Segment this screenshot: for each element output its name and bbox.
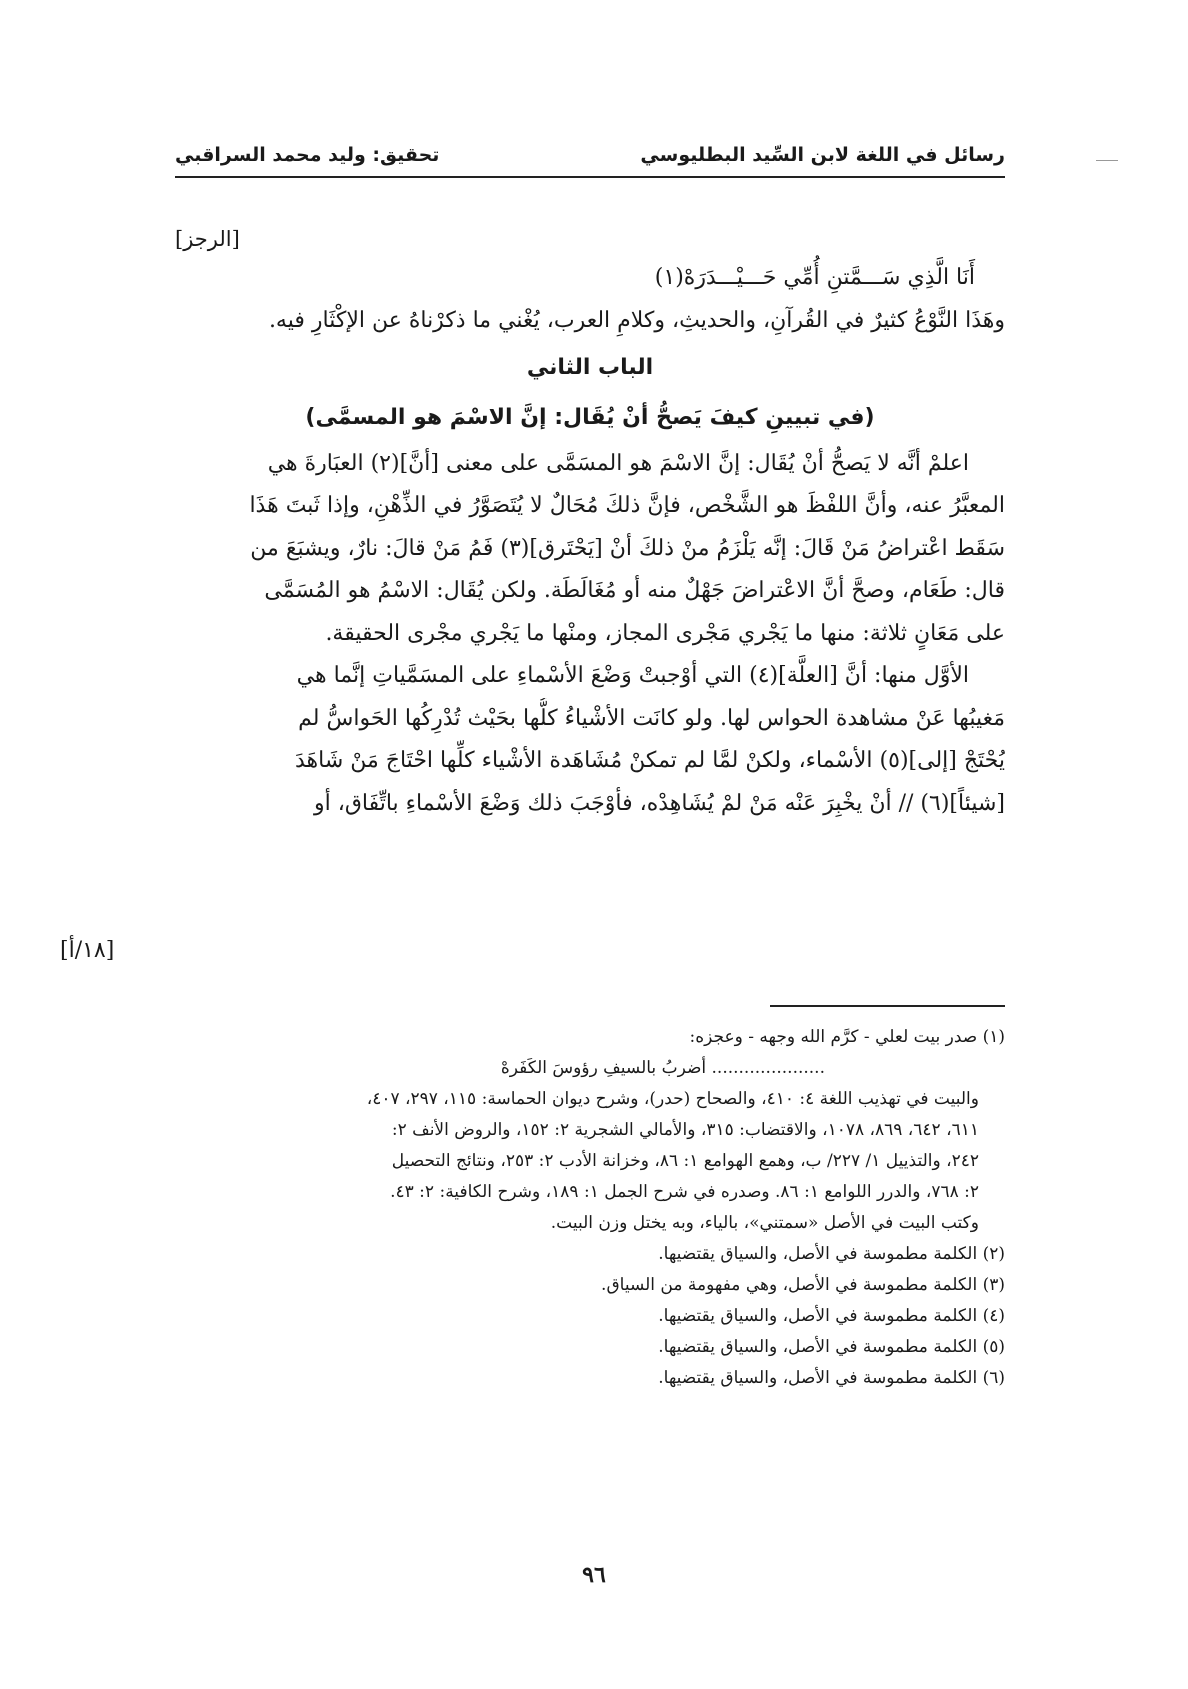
paragraph-line: على مَعَانٍ ثلاثة: منها ما يَجْري مَجْرى المجاز، ومنْها ما يَجْري مجْرى الحقيقة. — [325, 620, 1005, 646]
chapter-title: الباب الثاني — [526, 354, 654, 380]
footnote-5: (٥) الكلمة مطموسة في الأصل، والسياق يقتضيها. — [658, 1337, 1005, 1357]
footnote-1: (١) صدر بيت لعلي - كرَّم الله وجهه - وعجزه: — [689, 1027, 1005, 1047]
paragraph-1 — [175, 443, 1005, 656]
folio-marker: [١٨/أ] — [60, 938, 115, 963]
footnote-1-refs: وكتب البيت في الأصل «سمتني»، بالياء، وبه يختل وزن البيت. — [550, 1213, 979, 1233]
intro-line: وهَذَا النَّوْعُ كثيرٌ في القُرآنِ، والحديثِ، وكلامِ العرب، يُغْني ما ذكرْناهُ عن الإكْثَارِ فيه. — [268, 308, 1005, 333]
margin-mark — [1096, 160, 1118, 161]
chapter-subtitle: (في تبيينِ كيفَ يَصحُّ أنْ يُقَال: إنَّ الاسْمَ هو المسمَّى) — [305, 404, 875, 430]
footnotes — [175, 1022, 1005, 1394]
page-number: ٩٦ — [582, 1562, 606, 1588]
footnote-3: (٣) الكلمة مطموسة في الأصل، وهي مفهومة من السياق. — [601, 1275, 1005, 1295]
main-text — [175, 222, 1005, 825]
paragraph-line: الأوَّل منها: أنَّ [العلَّة](٤) التي أوْجبتْ وَضْعَ الأسْماءِ على المسَمَّياتِ إنَّما هي — [296, 663, 969, 688]
paragraph-line: مَغيبُها عَنْ مشاهدة الحواس لها. ولو كانَت الأشْياءُ كلُّها بحَيْث تُدْرِكُها الحَواسُّ لم — [298, 705, 1005, 731]
paragraph-line: سَقَط اعْتراضُ مَنْ قَالَ: إنَّه يَلْزَمُ منْ ذلكَ أنْ [يَحْتَرق](٣) فَمُ مَنْ قالَ: نارٌ، ويشبَعَ من — [250, 535, 1005, 561]
footnote-1-quote: ..................... أضربُ بالسيفِ رؤوسَ الكَفَرهْ — [500, 1058, 825, 1078]
footnote-4: (٤) الكلمة مطموسة في الأصل، والسياق يقتضيها. — [658, 1306, 1005, 1326]
paragraph-line: اعلمْ أنَّه لا يَصحُّ أنْ يُقَال: إنَّ الاسْمَ هو المسَمَّى على معنى [أنَّ](٢) العبَارةَ هي — [267, 450, 969, 476]
paragraph-line: قال: طَعَام، وصحَّ أنَّ الاعْتراضَ جَهْلٌ منه أو مُغَالَطَة. ولكن يُقَال: الاسْمُ هو المُسَمَّى — [264, 578, 1005, 603]
footnote-1-refs: ٢٤٢، والتذييل ١/ ٢٢٧/ ب، وهمع الهوامع ١: ٨٦، وخزانة الأدب ٢: ٢٥٣، ونتائج التحصيل — [391, 1151, 979, 1171]
paragraph-line: [شيئاً](٦) // أنْ يخْبِرَ عَنْه مَنْ لمْ يُشَاهِدْه، فأوْجَبَ ذلك وَضْعَ الأسْماءِ باتِّفَاق، أو — [313, 790, 1005, 816]
paragraph-2 — [175, 655, 1005, 825]
footnote-1-refs: ٢: ٧٦٨، والدرر اللوامع ١: ٨٦. وصدره في شرح الجمل ١: ١٨٩، وشرح الكافية: ٢: ٤٣. — [390, 1182, 979, 1202]
footnote-1-refs: ٦١١، ٦٤٢، ٨٦٩، ١٠٧٨، والاقتضاب: ٣١٥، والأمالي الشجرية ٢: ١٥٢، والروض الأنف ٢: — [391, 1120, 979, 1140]
editor-credit: تحقيق: وليد محمد السراقبي — [175, 144, 440, 166]
footnote-1-refs: والبيت في تهذيب اللغة ٤: ٤١٠، والصحاح (حدر)، وشرح ديوان الحماسة: ١١٥، ٢٩٧، ٤٠٧، — [366, 1089, 979, 1109]
meter-label: [الرجز] — [175, 227, 240, 251]
poetry-verse: أَنَا الَّذِي سَـــمَّتنِ أُمِّي حَـــيْـــدَرَهْ(١) — [654, 265, 975, 290]
running-header — [175, 140, 1005, 178]
book-title: رسائل في اللغة لابن السِّيد البطليوسي — [640, 144, 1005, 166]
footnote-divider — [770, 1005, 1005, 1007]
paragraph-line: يُحْتَجْ [إلى](٥) الأسْماء، ولكنْ لمَّا لم تمكنْ مُشَاهَدة الأشْياء كلِّها احْتَاجَ مَنْ شَاهَدَ — [294, 748, 1005, 773]
paragraph-line: المعبَّرُ عنه، وأنَّ اللفْظَ هو الشَّخْص، فإنَّ ذلكَ مُحَالٌ لا يُتَصَوَّرُ في الذِّهْنِ، وإذا ثَبتَ هَذَا — [249, 493, 1005, 518]
footnote-2: (٢) الكلمة مطموسة في الأصل، والسياق يقتضيها. — [658, 1244, 1005, 1264]
footnote-6: (٦) الكلمة مطموسة في الأصل، والسياق يقتضيها. — [658, 1368, 1005, 1388]
